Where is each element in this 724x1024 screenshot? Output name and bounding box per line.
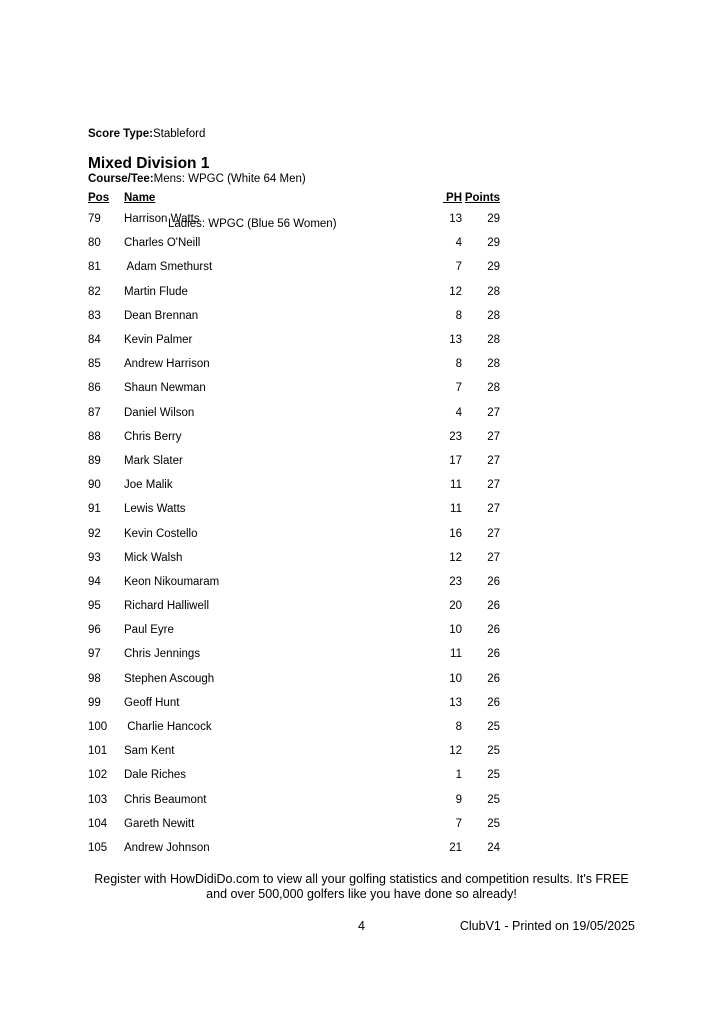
table-row	[88, 667, 500, 691]
register-promo-line2: and over 500,000 golfers like you have done so already!	[206, 887, 517, 901]
cell-points: 26	[487, 575, 500, 588]
course-tee-line	[88, 172, 337, 187]
table-row	[88, 594, 500, 618]
cell-name: Joe Malik	[124, 479, 173, 492]
table-row	[88, 231, 500, 255]
cell-ph: 23	[449, 575, 462, 588]
table-row	[88, 376, 500, 400]
cell-name: Sam Kent	[124, 745, 175, 758]
cell-pos: 96	[88, 624, 101, 637]
cell-ph: 8	[455, 358, 462, 371]
cell-pos: 93	[88, 551, 101, 564]
table-row	[88, 280, 500, 304]
cell-name: Gareth Newitt	[124, 817, 195, 830]
cell-ph: 21	[449, 841, 462, 854]
page-footer	[88, 919, 635, 934]
cell-ph: 17	[449, 454, 462, 467]
header-ph: PH	[442, 192, 462, 204]
header-name-cell	[124, 190, 400, 207]
header-name: Name	[124, 192, 156, 204]
cell-points: 29	[487, 261, 500, 274]
table-row	[88, 304, 500, 328]
table-row	[88, 546, 500, 570]
table-row	[88, 739, 500, 763]
cell-ph: 4	[455, 406, 462, 419]
cell-pos: 91	[88, 503, 101, 516]
score-type-value: Stableford	[152, 128, 206, 140]
register-promo	[88, 872, 635, 902]
header-pos-cell	[88, 190, 124, 207]
cell-pos: 97	[88, 648, 101, 661]
cell-pos: 86	[88, 382, 101, 395]
cell-points: 24	[487, 841, 500, 854]
cell-pos: 89	[88, 454, 101, 467]
cell-points: 25	[487, 793, 500, 806]
table-row	[88, 691, 500, 715]
cell-name: Harrison Watts	[124, 213, 200, 226]
printed-info: ClubV1 - Printed on 19/05/2025	[459, 919, 635, 933]
cell-points: 29	[487, 237, 500, 250]
header-pos: Pos	[88, 192, 110, 204]
cell-ph: 10	[449, 672, 462, 685]
cell-points: 26	[487, 672, 500, 685]
cell-pos: 84	[88, 334, 101, 347]
cell-points: 25	[487, 745, 500, 758]
cell-name: Stephen Ascough	[124, 672, 215, 685]
table-row	[88, 449, 500, 473]
cell-points: 26	[487, 600, 500, 613]
cell-ph: 8	[455, 721, 462, 734]
cell-ph: 11	[450, 479, 462, 492]
cell-name: Lewis Watts	[124, 503, 186, 516]
cell-points: 27	[487, 406, 500, 419]
table-row	[88, 473, 500, 497]
cell-ph: 20	[449, 600, 462, 613]
cell-name: Mark Slater	[124, 454, 183, 467]
cell-name: Dale Riches	[124, 769, 186, 782]
cell-points: 27	[487, 551, 500, 564]
score-type-line	[88, 127, 337, 142]
table-header-row	[88, 190, 500, 207]
cell-points: 28	[487, 309, 500, 322]
cell-ph: 10	[449, 624, 462, 637]
cell-points: 28	[487, 285, 500, 298]
table-row	[88, 642, 500, 666]
score-type-label: Score Type:	[88, 128, 153, 140]
cell-points: 28	[487, 382, 500, 395]
cell-pos: 85	[88, 358, 101, 371]
table-row	[88, 255, 500, 279]
header-points: Points	[464, 192, 500, 204]
results-table	[88, 190, 500, 860]
cell-pos: 94	[88, 575, 101, 588]
cell-ph: 7	[455, 382, 462, 395]
cell-ph: 1	[455, 769, 462, 782]
cell-pos: 103	[88, 793, 108, 806]
cell-name: Andrew Johnson	[124, 841, 210, 854]
cell-pos: 101	[88, 745, 108, 758]
cell-ph: 8	[455, 309, 462, 322]
division-title: Mixed Division 1	[88, 155, 210, 172]
cell-pos: 92	[88, 527, 101, 540]
cell-name: Chris Jennings	[124, 648, 201, 661]
cell-points: 26	[487, 648, 500, 661]
cell-points: 28	[487, 334, 500, 347]
table-row	[88, 497, 500, 521]
cell-points: 27	[487, 454, 500, 467]
table-row	[88, 788, 500, 812]
cell-points: 26	[487, 696, 500, 709]
cell-name: Chris Berry	[124, 430, 182, 443]
cell-pos: 104	[88, 817, 108, 830]
cell-name: Martin Flude	[124, 285, 188, 298]
cell-ph: 11	[450, 648, 462, 661]
cell-name: Richard Halliwell	[124, 600, 209, 613]
cell-points: 25	[487, 817, 500, 830]
table-row	[88, 207, 500, 231]
cell-pos: 99	[88, 696, 101, 709]
cell-pos: 82	[88, 285, 101, 298]
cell-name: Andrew Harrison	[124, 358, 210, 371]
cell-points: 26	[487, 624, 500, 637]
cell-name: Kevin Costello	[124, 527, 198, 540]
cell-name: Charles O'Neill	[124, 237, 201, 250]
cell-name: Chris Beaumont	[124, 793, 207, 806]
cell-name: Daniel Wilson	[124, 406, 195, 419]
table-row	[88, 715, 500, 739]
table-row	[88, 570, 500, 594]
course-tee-mens-value: Mens: WPGC (White 64 Men)	[153, 173, 306, 185]
cell-name: Geoff Hunt	[124, 696, 180, 709]
cell-name: Charlie Hancock	[124, 721, 212, 734]
page-number: 4	[358, 919, 365, 933]
cell-name: Keon Nikoumaram	[124, 575, 220, 588]
cell-ph: 7	[455, 261, 462, 274]
cell-ph: 7	[455, 817, 462, 830]
cell-name: Kevin Palmer	[124, 334, 193, 347]
cell-pos: 105	[88, 841, 108, 854]
cell-pos: 87	[88, 406, 101, 419]
cell-ph: 13	[449, 696, 462, 709]
table-row	[88, 836, 500, 860]
table-row	[88, 352, 500, 376]
cell-points: 27	[487, 527, 500, 540]
cell-points: 29	[487, 213, 500, 226]
cell-name: Paul Eyre	[124, 624, 174, 637]
cell-ph: 4	[455, 237, 462, 250]
register-promo-line1: Register with HowDidiDo.com to view all your golfing statistics and competition results. It's FREE	[94, 872, 629, 886]
header-points-cell	[462, 190, 500, 207]
cell-ph: 9	[455, 793, 462, 806]
course-tee-ladies-value: Ladies: WPGC (Blue 56 Women)	[168, 218, 337, 230]
cell-ph: 12	[449, 745, 462, 758]
table-row	[88, 328, 500, 352]
table-row	[88, 521, 500, 545]
cell-name: Mick Walsh	[124, 551, 183, 564]
cell-pos: 102	[88, 769, 108, 782]
cell-points: 28	[487, 358, 500, 371]
cell-ph: 16	[449, 527, 462, 540]
cell-points: 27	[487, 503, 500, 516]
cell-pos: 83	[88, 309, 101, 322]
cell-name: Shaun Newman	[124, 382, 206, 395]
cell-points: 25	[487, 721, 500, 734]
cell-ph: 11	[450, 503, 462, 516]
table-row	[88, 425, 500, 449]
cell-points: 27	[487, 479, 500, 492]
header-ph-cell	[400, 190, 462, 207]
cell-pos: 81	[88, 261, 101, 274]
cell-ph: 23	[449, 430, 462, 443]
cell-pos: 90	[88, 479, 101, 492]
cell-pos: 79	[88, 213, 101, 226]
cell-ph: 13	[449, 334, 462, 347]
cell-points: 27	[487, 430, 500, 443]
table-row	[88, 812, 500, 836]
table-row	[88, 401, 500, 425]
cell-name: Adam Smethurst	[124, 261, 213, 274]
cell-pos: 98	[88, 672, 101, 685]
cell-pos: 88	[88, 430, 101, 443]
table-row	[88, 618, 500, 642]
cell-ph: 12	[449, 285, 462, 298]
cell-name: Dean Brennan	[124, 309, 199, 322]
course-tee-label: Course/Tee:	[88, 173, 154, 185]
cell-ph: 13	[449, 213, 462, 226]
table-row	[88, 763, 500, 787]
cell-pos: 95	[88, 600, 101, 613]
results-rows	[88, 207, 500, 860]
cell-pos: 80	[88, 237, 101, 250]
cell-pos: 100	[88, 721, 108, 734]
cell-points: 25	[487, 769, 500, 782]
cell-ph: 12	[449, 551, 462, 564]
